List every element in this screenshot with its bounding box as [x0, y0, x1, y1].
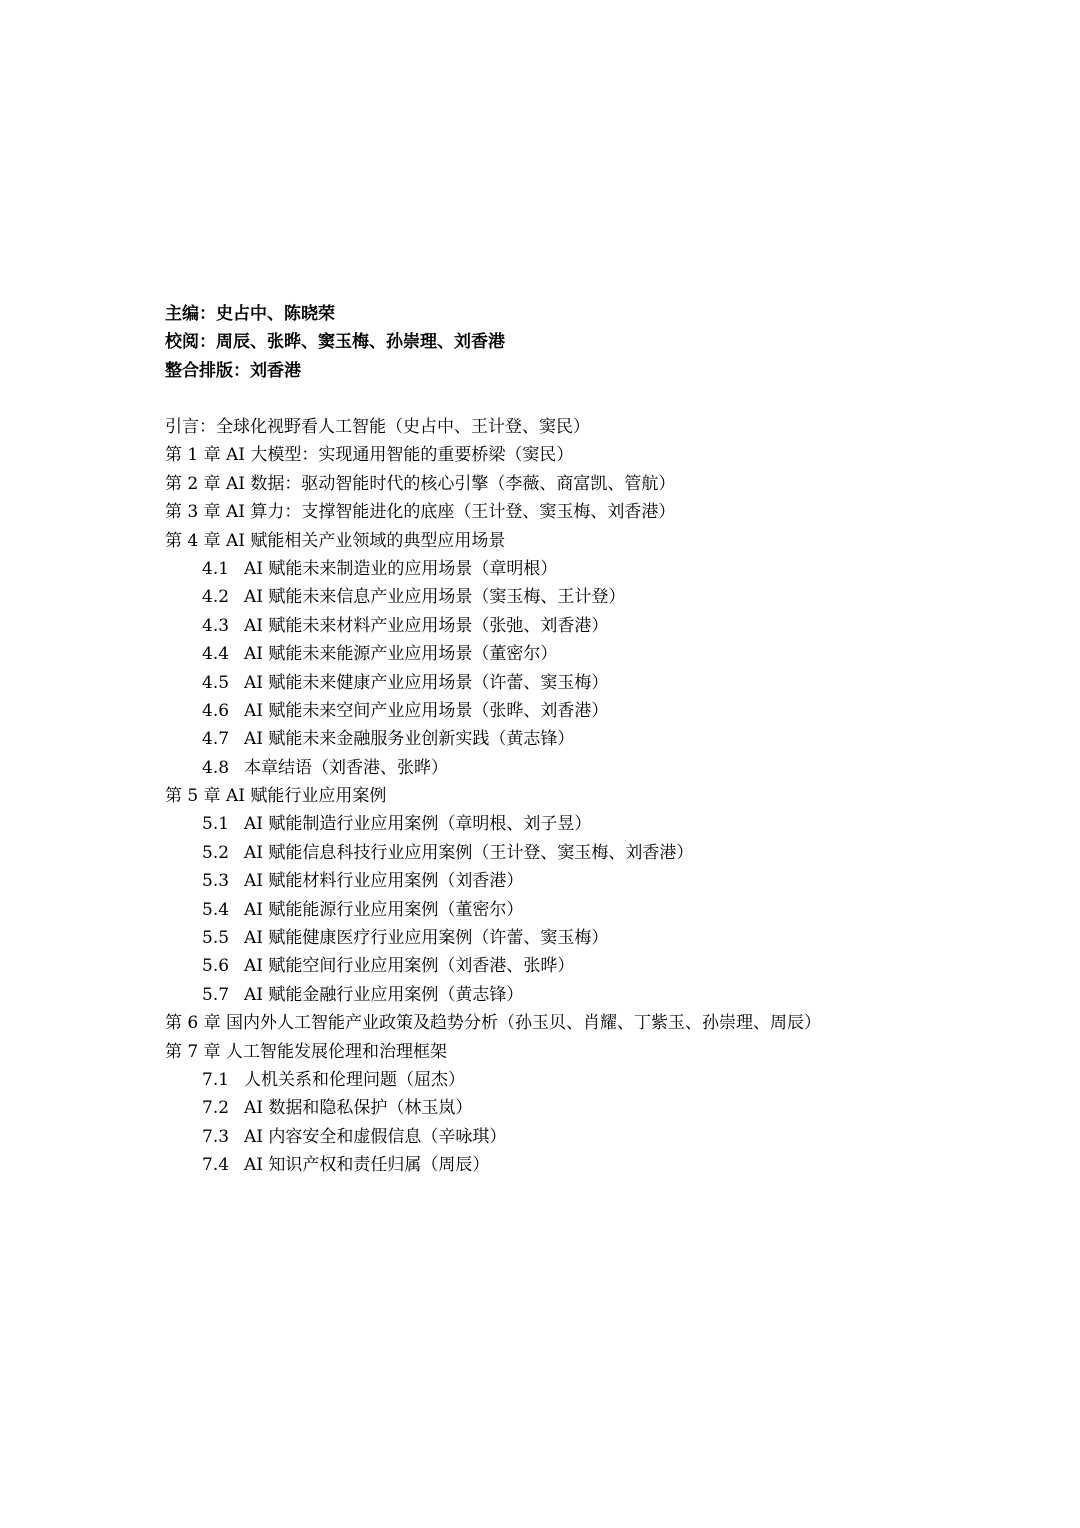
toc-section-4-8 — [165, 754, 821, 782]
toc-entry-text: 本章结语（刘香港、张晔） — [244, 757, 448, 778]
toc-entry-text: 第 1 章 AI 大模型：实现通用智能的重要桥梁（窦民） — [165, 445, 574, 466]
toc-entry-text: AI 赋能信息科技行业应用案例（王计登、窦玉梅、刘香港） — [244, 842, 694, 863]
section-number: 5.7 — [202, 984, 230, 1005]
toc-entry-text: AI 赋能未来金融服务业创新实践（黄志锋） — [244, 729, 575, 750]
toc-entry-text: 第 6 章 国内外人工智能产业政策及趋势分析（孙玉贝、肖耀、丁紫玉、孙崇理、周辰） — [165, 1013, 822, 1034]
section-number: 4.7 — [202, 729, 230, 750]
toc-entry-text: AI 内容安全和虚假信息（辛咏琪） — [244, 1126, 507, 1147]
toc-section-4-1 — [165, 555, 821, 583]
toc-chapter-1 — [165, 441, 821, 469]
toc-chapter-4 — [165, 527, 821, 555]
toc-entry-text: AI 赋能制造行业应用案例（章明根、刘子昱） — [244, 814, 592, 835]
toc-section-4-6 — [165, 697, 821, 725]
section-number: 4.8 — [202, 757, 230, 778]
toc-chapter-3 — [165, 498, 821, 526]
section-number: 4.3 — [202, 615, 230, 636]
toc-section-5-7 — [165, 981, 821, 1009]
toc-entry-text: AI 赋能未来空间产业应用场景（张晔、刘香港） — [244, 700, 609, 721]
toc-entry-text: AI 赋能未来材料产业应用场景（张弛、刘香港） — [244, 615, 609, 636]
toc-chapter-7 — [165, 1038, 821, 1066]
toc-chapter-6 — [165, 1009, 821, 1037]
toc-entry-text: 人机关系和伦理问题（屈杰） — [244, 1069, 465, 1090]
toc-entry-text: AI 赋能未来能源产业应用场景（董密尔） — [244, 644, 558, 665]
toc-section-4-7 — [165, 725, 821, 753]
toc-section-7-4 — [165, 1151, 821, 1179]
toc-entry-text: AI 赋能健康医疗行业应用案例（许蕾、窦玉梅） — [244, 928, 609, 949]
toc-entry-text: AI 赋能能源行业应用案例（董密尔） — [244, 899, 524, 920]
section-number: 5.1 — [202, 814, 230, 835]
toc-entry-text: 第 4 章 AI 赋能相关产业领域的典型应用场景 — [165, 530, 506, 551]
toc-section-4-4 — [165, 640, 821, 668]
section-number: 4.2 — [202, 587, 230, 608]
section-number: 4.5 — [202, 672, 230, 693]
section-number: 5.4 — [202, 899, 230, 920]
credits-block — [165, 300, 505, 385]
toc-section-5-3 — [165, 867, 821, 895]
toc-chapter-2 — [165, 470, 821, 498]
toc-entry-text: 第 7 章 人工智能发展伦理和治理框架 — [165, 1041, 448, 1062]
toc-entry-text: 第 2 章 AI 数据：驱动智能时代的核心引擎（李薇、商富凯、管航） — [165, 473, 676, 494]
section-number: 5.2 — [202, 842, 230, 863]
toc-intro — [165, 413, 821, 441]
toc-entry-text: AI 知识产权和责任归属（周辰） — [244, 1155, 490, 1176]
section-number: 4.1 — [202, 558, 230, 579]
toc-section-7-1 — [165, 1066, 821, 1094]
section-number: 4.4 — [202, 644, 230, 665]
toc-entry-text: AI 赋能未来制造业的应用场景（章明根） — [244, 558, 558, 579]
toc-entry-text: 第 3 章 AI 算力：支撑智能进化的底座（王计登、窦玉梅、刘香港） — [165, 502, 676, 523]
toc-section-5-6 — [165, 952, 821, 980]
section-number: 7.4 — [202, 1155, 230, 1176]
editor-credit: 主编：史占中、陈晓荣 — [165, 304, 335, 324]
toc-section-7-2 — [165, 1094, 821, 1122]
toc-section-5-2 — [165, 839, 821, 867]
toc-entry-text: AI 赋能空间行业应用案例（刘香港、张晔） — [244, 956, 575, 977]
toc-entry-text: AI 赋能材料行业应用案例（刘香港） — [244, 871, 524, 892]
reviewers-credit: 校阅：周辰、张晔、窦玉梅、孙崇理、刘香港 — [165, 332, 505, 353]
section-number: 5.3 — [202, 871, 230, 892]
section-number: 7.2 — [202, 1098, 230, 1119]
toc-chapter-5 — [165, 782, 821, 810]
toc-entry-text: AI 赋能金融行业应用案例（黄志锋） — [244, 984, 524, 1005]
section-number: 5.5 — [202, 928, 230, 949]
table-of-contents — [165, 413, 821, 1180]
toc-entry-text: AI 赋能未来健康产业应用场景（许蕾、窦玉梅） — [244, 672, 609, 693]
toc-section-5-4 — [165, 896, 821, 924]
toc-section-4-3 — [165, 612, 821, 640]
section-number: 7.1 — [202, 1069, 230, 1090]
toc-section-4-5 — [165, 669, 821, 697]
toc-entry-text: AI 数据和隐私保护（林玉岚） — [244, 1098, 473, 1119]
section-number: 7.3 — [202, 1126, 230, 1147]
layout-credit: 整合排版：刘香港 — [165, 360, 301, 381]
toc-entry-text: 第 5 章 AI 赋能行业应用案例 — [165, 786, 387, 807]
toc-section-5-1 — [165, 810, 821, 838]
toc-section-7-3 — [165, 1123, 821, 1151]
toc-entry-text: 引言：全球化视野看人工智能（史占中、王计登、窦民） — [165, 417, 590, 437]
toc-section-5-5 — [165, 924, 821, 952]
toc-section-4-2 — [165, 583, 821, 611]
section-number: 4.6 — [202, 700, 230, 721]
toc-entry-text: AI 赋能未来信息产业应用场景（窦玉梅、王计登） — [244, 587, 626, 608]
section-number: 5.6 — [202, 956, 230, 977]
